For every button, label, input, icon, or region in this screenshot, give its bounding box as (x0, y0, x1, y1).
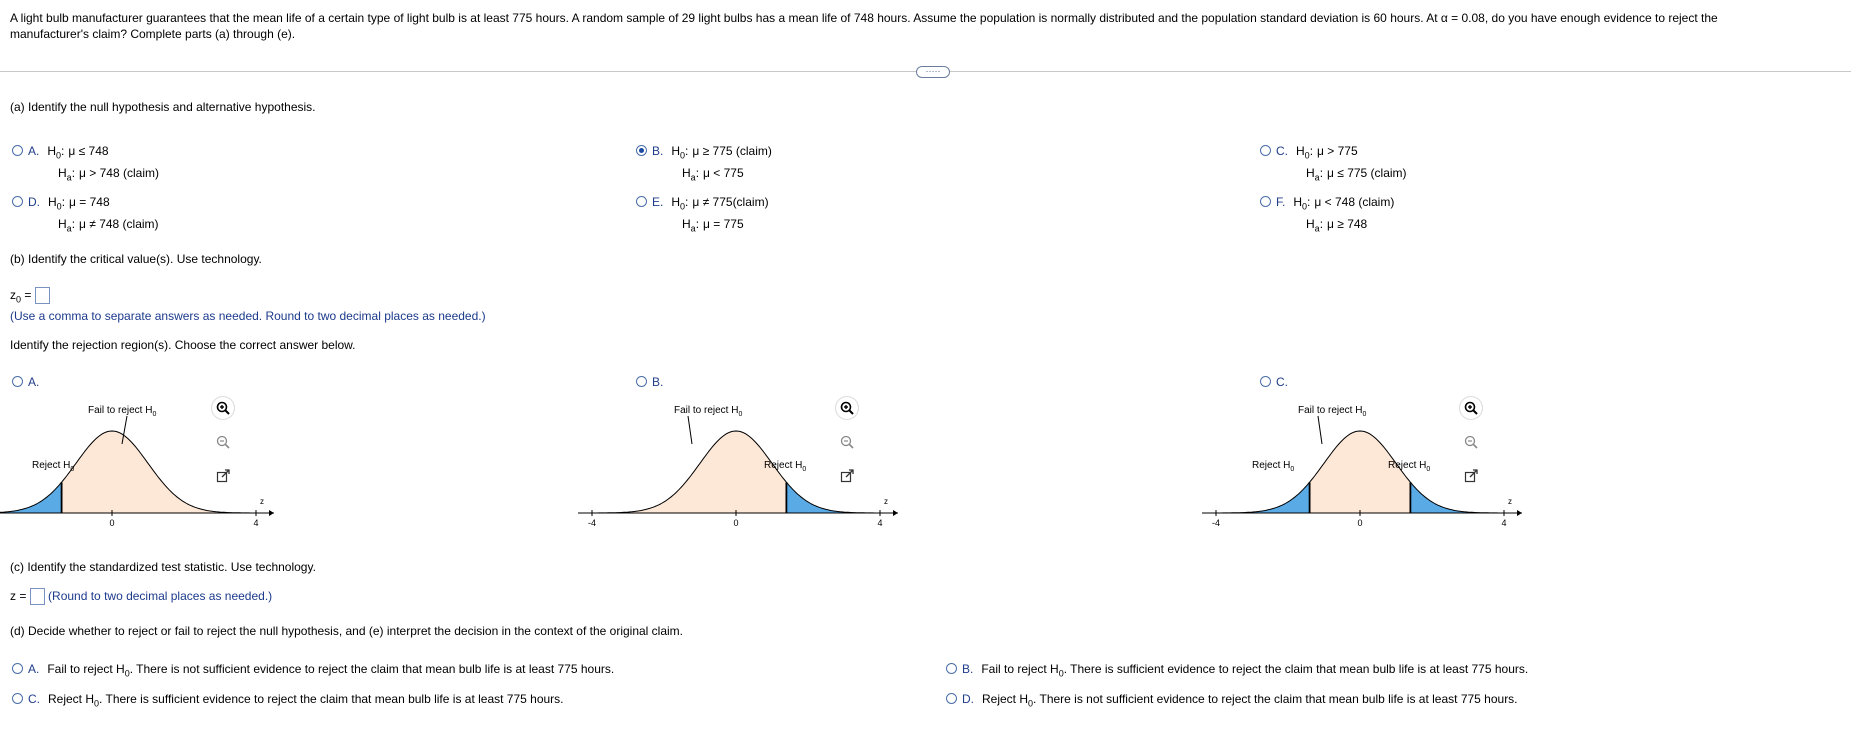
reject-left-label: Reject $H_0$ (1252, 460, 1295, 473)
rejection-region-option[interactable] (587, 375, 896, 535)
radio-button[interactable] (636, 145, 647, 156)
radio-button[interactable] (946, 663, 957, 674)
alt-hypothesis-value: μ ≤ 775 (claim) (1327, 166, 1407, 181)
hypothesis-option[interactable] (636, 142, 772, 187)
subscript-zero: 0 (1058, 668, 1064, 679)
critical-value-input[interactable] (35, 287, 50, 304)
axis-tick-label: -4 (587, 518, 597, 528)
decision-text: . There is sufficient evidence to reject the claim that mean bulb life is at least 775 hours. (99, 692, 564, 706)
radio-button[interactable] (12, 663, 23, 674)
null-hypothesis-value: μ ≥ 775 (claim) (692, 144, 772, 158)
hypothesis-option-alt-line (1260, 164, 1407, 186)
alt-hypothesis-label: $H_a$: (682, 166, 700, 183)
axis-variable-label: z (1508, 497, 1512, 506)
label-pointer-line (688, 416, 692, 444)
hypothesis-option-null-line (1260, 193, 1394, 215)
null-hypothesis-value: μ ≠ 775(claim) (692, 195, 769, 209)
zoom-out-icon[interactable] (1460, 431, 1482, 453)
reject-region-fill (1216, 482, 1310, 513)
hypothesis-option-null-line (636, 142, 772, 164)
null-hypothesis-label: $H_0$: (671, 195, 689, 212)
zoom-out-icon[interactable] (212, 431, 234, 453)
null-hypothesis-label: $H_0$: (671, 144, 689, 161)
part-de-prompt: (d) Decide whether to reject or fail to reject the null hypothesis, and (e) interpret the decision in the context of the original claim. (10, 624, 684, 638)
axis-variable-label: z (884, 497, 888, 506)
hypothesis-option[interactable] (636, 193, 769, 238)
axis-arrow (1517, 510, 1522, 516)
axis-tick-label: -4 (1211, 518, 1221, 528)
decision-lead: Fail to reject H (981, 662, 1059, 676)
zoom-out-icon[interactable] (836, 431, 858, 453)
option-letter: D. (962, 692, 974, 706)
reject-right-label: Reject $H_0$ (1388, 460, 1431, 473)
axis-tick-label: 0 (1357, 518, 1363, 528)
hypothesis-option-null-line (12, 142, 159, 164)
alt-hypothesis-label: $H_a$: (1306, 166, 1324, 183)
alt-hypothesis-value: μ < 775 (703, 166, 744, 181)
alt-hypothesis-value: μ > 748 (claim) (79, 166, 159, 181)
option-letter: E. (652, 195, 664, 209)
hypothesis-option[interactable] (1260, 193, 1394, 238)
z0-label: $z_0$ = (10, 288, 32, 305)
reject-right-label: Reject $H_0$ (764, 460, 807, 473)
test-statistic-row (10, 588, 272, 605)
hypothesis-option[interactable] (1260, 142, 1407, 187)
decision-text: . There is not sufficient evidence to reject the claim that mean bulb life is at least 775 hours. (129, 662, 615, 676)
zoom-in-icon[interactable] (212, 397, 234, 419)
null-hypothesis-value: μ > 775 (1317, 144, 1358, 158)
reject-region-fill (786, 482, 880, 513)
z-label: z = (10, 589, 27, 603)
axis-tick-label: 0 (109, 518, 115, 528)
zoom-in-icon[interactable] (1460, 397, 1482, 419)
hypothesis-option-alt-line (1260, 215, 1394, 237)
hypothesis-option[interactable] (12, 193, 159, 238)
problem-text-line1: A light bulb manufacturer guarantees that the mean life of a certain type of light bulb is at least 775 hours. A random sample of 29 light bulbs has a mean life of 748 hours. Assume the population is normally distributed and the population standard deviation is 60 hours. At α = 0.08, do you have enough evidence to reject the (10, 11, 1718, 25)
fail-to-reject-label: Fail to reject $H_0$ (88, 405, 157, 418)
reject-region-fill (1410, 482, 1504, 513)
rejection-region-prompt: Identify the rejection region(s). Choose the correct answer below. (10, 338, 356, 352)
option-letter: B. (652, 375, 664, 389)
null-hypothesis-label: $H_0$: (1296, 144, 1314, 161)
hypothesis-option-alt-line (636, 164, 772, 186)
popout-icon[interactable] (212, 465, 234, 487)
axis-tick-label: 4 (253, 518, 259, 528)
decision-option[interactable] (12, 692, 564, 708)
radio-button[interactable] (1260, 196, 1271, 207)
option-letter: C. (1276, 375, 1288, 389)
option-letter: F. (1276, 195, 1286, 209)
axis-variable-label: z (260, 497, 264, 506)
radio-button[interactable] (636, 376, 647, 387)
alt-hypothesis-label: $H_a$: (58, 166, 76, 183)
label-pointer-line (1318, 416, 1322, 444)
hypothesis-option[interactable] (12, 142, 159, 187)
radio-button[interactable] (946, 693, 957, 704)
decision-text: . There is sufficient evidence to reject the claim that mean bulb life is at least 775 hours. (1063, 662, 1529, 676)
hypothesis-option-null-line (636, 193, 769, 215)
hypothesis-option-alt-line (12, 215, 159, 237)
decision-lead: Reject H (48, 692, 95, 706)
hypothesis-option-alt-line (12, 164, 159, 186)
decision-option[interactable] (946, 662, 1528, 678)
zoom-in-icon[interactable] (836, 397, 858, 419)
test-statistic-hint: (Round to two decimal places as needed.) (48, 589, 273, 603)
decision-lead: Fail to reject H (47, 662, 125, 676)
radio-button[interactable] (1260, 376, 1271, 387)
decision-option[interactable] (946, 692, 1518, 708)
part-c-prompt: (c) Identify the standardized test statistic. Use technology. (10, 560, 316, 574)
null-hypothesis-label: $H_0$: (47, 144, 65, 161)
test-statistic-input[interactable] (30, 588, 45, 605)
radio-button[interactable] (12, 376, 23, 387)
rejection-option-header (636, 375, 663, 389)
option-letter: B. (652, 144, 664, 158)
subscript-zero: 0 (124, 668, 130, 679)
radio-button[interactable] (12, 196, 23, 207)
fail-to-reject-label: Fail to reject $H_0$ (1298, 405, 1367, 418)
option-letter: A. (28, 375, 40, 389)
option-letter: A. (28, 144, 40, 158)
alt-hypothesis-label: $H_a$: (682, 217, 700, 234)
axis-tick-label: 0 (733, 518, 739, 528)
reject-region-fill (0, 482, 62, 513)
decision-option[interactable] (12, 662, 614, 678)
alt-hypothesis-value: μ ≠ 748 (claim) (79, 217, 159, 232)
radio-button[interactable] (12, 693, 23, 704)
problem-statement (10, 10, 1851, 42)
alt-hypothesis-value: μ = 775 (703, 217, 744, 232)
popout-icon[interactable] (1460, 465, 1482, 487)
fail-to-reject-label: Fail to reject $H_0$ (674, 405, 743, 418)
axis-tick-label: 4 (877, 518, 883, 528)
problem-text-line2: manufacturer's claim? Complete parts (a) through (e). (10, 27, 296, 41)
option-letter: C. (1276, 144, 1288, 158)
fail-region-fill (592, 431, 786, 513)
null-hypothesis-value: μ < 748 (claim) (1314, 195, 1395, 209)
popout-icon[interactable] (836, 465, 858, 487)
rejection-option-header (1260, 375, 1288, 389)
null-hypothesis-value: μ = 748 (69, 195, 110, 209)
alt-hypothesis-label: $H_a$: (58, 217, 76, 234)
critical-value-row (10, 287, 50, 304)
rejection-region-option[interactable] (1211, 375, 1520, 535)
axis-arrow (893, 510, 898, 516)
decision-lead: Reject H (982, 692, 1029, 706)
null-hypothesis-label: $H_0$: (1293, 195, 1311, 212)
rejection-option-header (12, 375, 39, 389)
more-button[interactable]: ····· (916, 66, 950, 78)
radio-button[interactable] (1260, 145, 1271, 156)
null-hypothesis-value: μ ≤ 748 (68, 144, 109, 158)
option-letter: D. (28, 195, 40, 209)
option-letter: B. (962, 662, 974, 676)
rejection-region-option[interactable] (12, 375, 272, 535)
subscript-zero: 0 (1028, 698, 1034, 709)
decision-text: . There is not sufficient evidence to reject the claim that mean bulb life is at least 775 hours. (1033, 692, 1518, 706)
axis-arrow (269, 510, 274, 516)
alt-hypothesis-value: μ ≥ 748 (1327, 217, 1368, 232)
critical-value-hint: (Use a comma to separate answers as needed. Round to two decimal places as needed.) (10, 309, 486, 323)
hypothesis-option-null-line (12, 193, 159, 215)
reject-left-label: Reject $H_0$ (32, 460, 75, 473)
axis-tick-label: 4 (1501, 518, 1507, 528)
subscript-zero: 0 (94, 698, 100, 709)
hypothesis-option-alt-line (636, 215, 769, 237)
alt-hypothesis-label: $H_a$: (1306, 217, 1324, 234)
null-hypothesis-label: $H_0$: (48, 195, 66, 212)
hypothesis-option-null-line (1260, 142, 1407, 164)
radio-button[interactable] (12, 145, 23, 156)
radio-button[interactable] (636, 196, 647, 207)
part-a-prompt: (a) Identify the null hypothesis and alternative hypothesis. (10, 100, 316, 114)
option-letter: C. (28, 692, 40, 706)
part-b-prompt: (b) Identify the critical value(s). Use technology. (10, 252, 262, 266)
option-letter: A. (28, 662, 40, 676)
